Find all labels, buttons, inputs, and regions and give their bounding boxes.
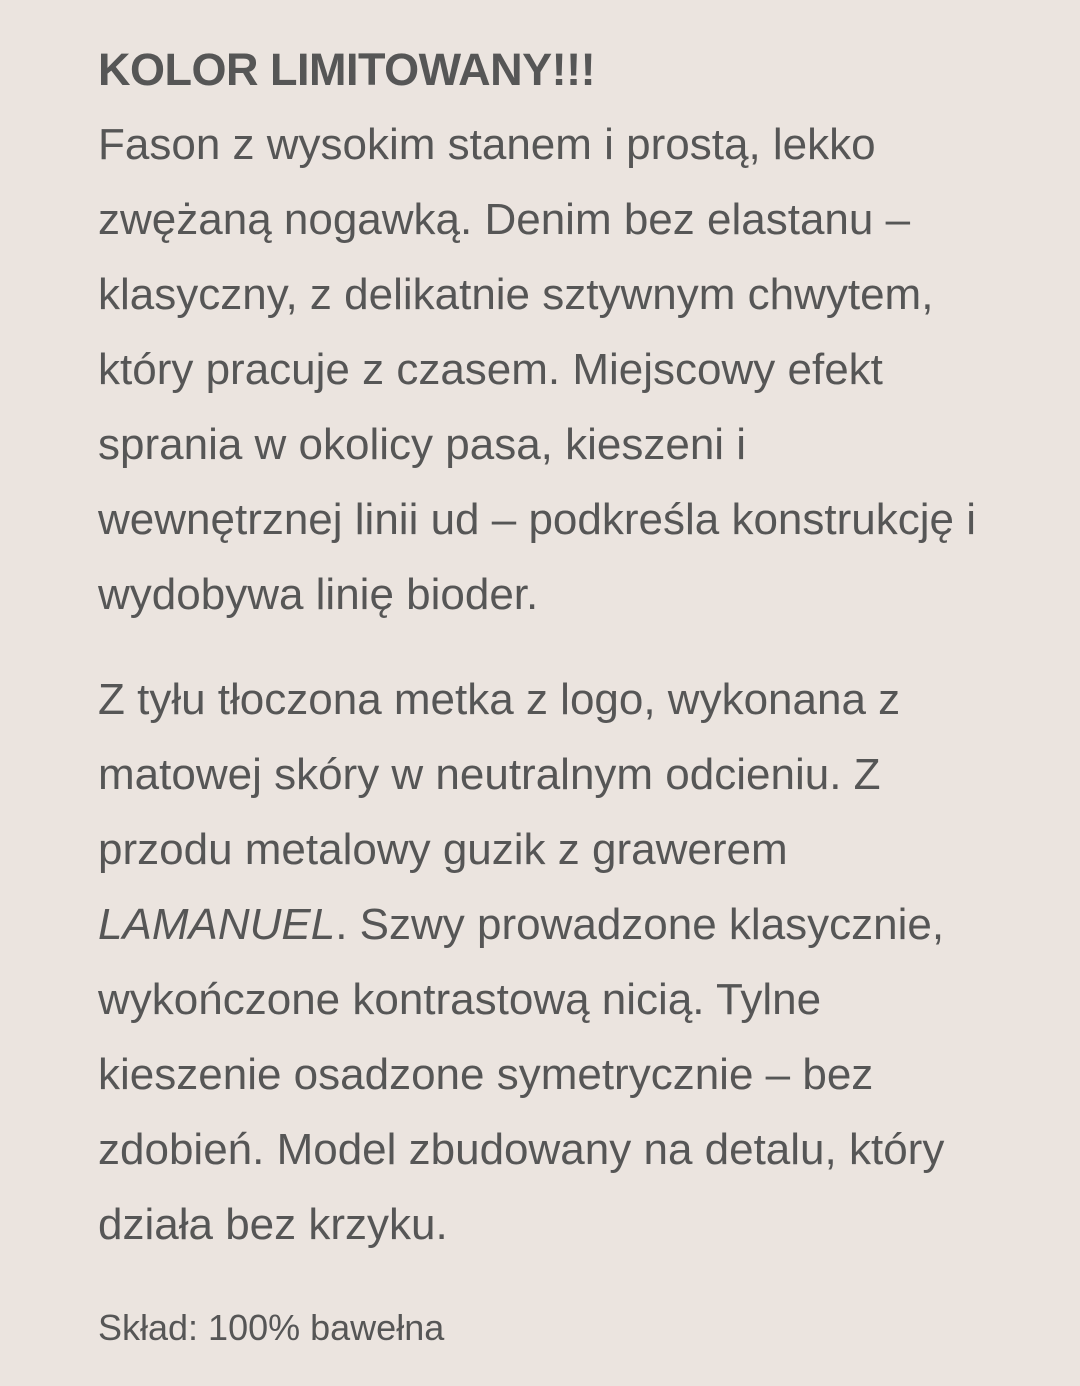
paragraph-2-text-start: Z tyłu tłoczona metka z logo, wykonana z matowej skóry w neutralnym odcieniu. Z przodu metalowy guzik z grawerem bbox=[98, 675, 901, 874]
limited-color-heading: KOLOR LIMITOWANY!!! bbox=[98, 44, 596, 95]
paragraph-2-text-end: . Szwy prowadzone klasycznie, wykończone kontrastową nicią. Tylne kieszenie osadzone symetrycznie – bez zdobień. Model zbudowany na detalu, który działa bez krzyku. bbox=[98, 900, 945, 1249]
description-paragraph-2 bbox=[98, 662, 998, 1262]
description-paragraph-1: Fason z wysokim stanem i prostą, lekko zwężaną nogawką. Denim bez elastanu – klasyczny, z delikatnie sztywnym chwytem, który pracuje z czasem. Miejscowy efekt sprania w okolicy pasa, kieszeni i wewnętrznej linii ud – podkreśla konstrukcję i wydobywa linię bioder. bbox=[98, 120, 976, 619]
brand-name: LAMANUEL bbox=[98, 900, 336, 949]
composition-text: Skład: 100% bawełna bbox=[98, 1307, 445, 1348]
product-description bbox=[98, 40, 998, 1386]
